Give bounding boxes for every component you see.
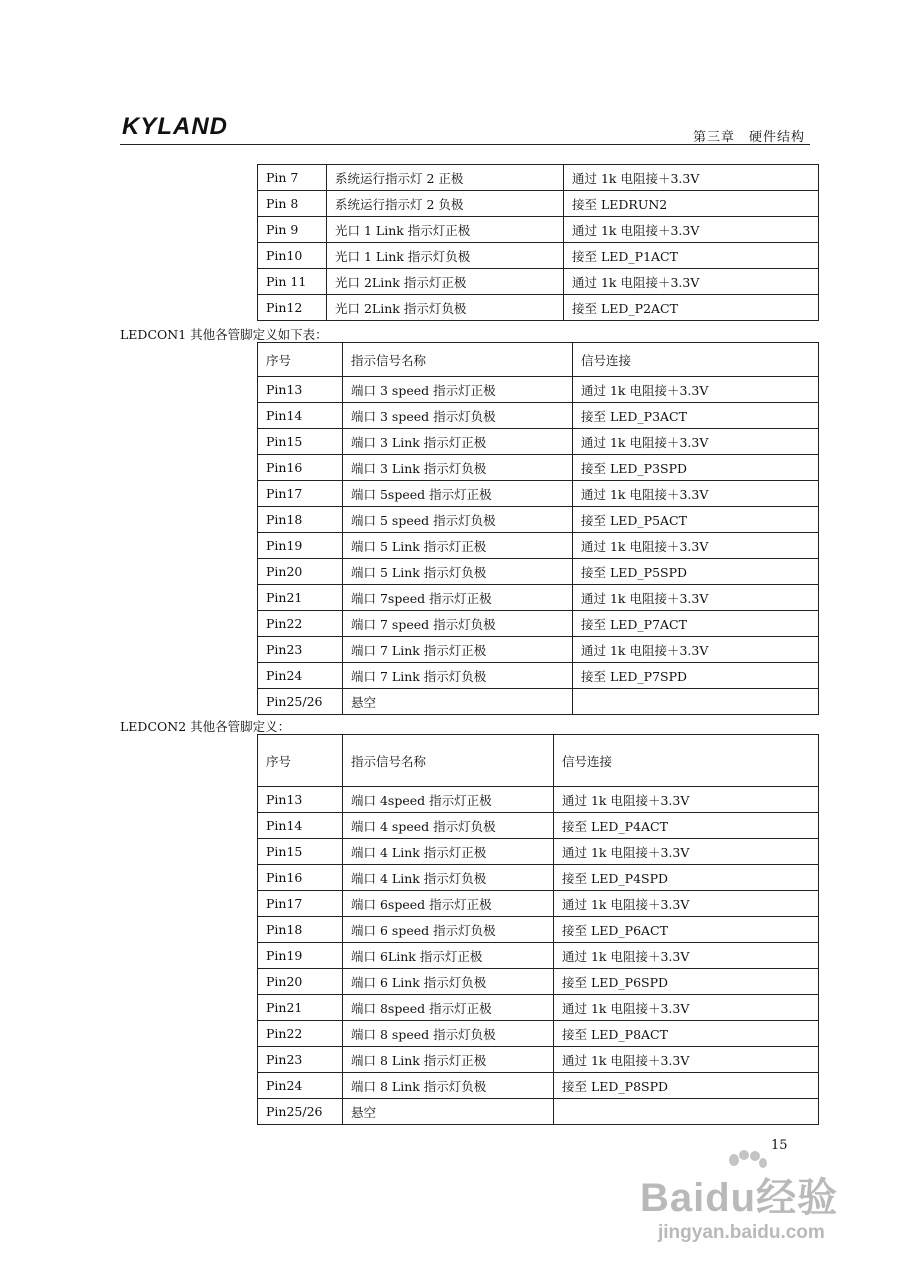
table-cell: 端口 5 Link 指示灯正极 bbox=[343, 533, 573, 559]
table-cell: 通过 1k 电阻接＋3.3V bbox=[554, 787, 819, 813]
table-cell: Pin19 bbox=[258, 943, 343, 969]
table-row bbox=[258, 533, 819, 559]
chapter-title: 第三章 硬件结构 bbox=[692, 130, 805, 145]
table-cell: 端口 7speed 指示灯正极 bbox=[343, 585, 573, 611]
table-cell: 通过 1k 电阻接＋3.3V bbox=[573, 377, 819, 403]
table-cell: Pin15 bbox=[258, 839, 343, 865]
table-cell: Pin21 bbox=[258, 585, 343, 611]
table-cell: 接至 LED_P6ACT bbox=[554, 917, 819, 943]
table-row bbox=[258, 663, 819, 689]
table-cell: Pin20 bbox=[258, 969, 343, 995]
table-cell: Pin17 bbox=[258, 481, 343, 507]
table-cell: 端口 3 speed 指示灯正极 bbox=[343, 377, 573, 403]
table-cell: Pin16 bbox=[258, 455, 343, 481]
table-cell: 端口 4 speed 指示灯负极 bbox=[343, 813, 554, 839]
table-cell: 光口 1 Link 指示灯正极 bbox=[327, 217, 564, 243]
table-cell bbox=[573, 689, 819, 715]
column-header: 序号 bbox=[258, 343, 343, 377]
table-cell: 通过 1k 电阻接＋3.3V bbox=[564, 165, 819, 191]
baidu-watermark bbox=[640, 1150, 855, 1250]
kyland-logo: KYLAND bbox=[122, 113, 228, 140]
table-cell: Pin16 bbox=[258, 865, 343, 891]
table-row bbox=[258, 891, 819, 917]
table-row bbox=[258, 191, 819, 217]
table-cell: Pin23 bbox=[258, 1047, 343, 1073]
table-cell: 端口 5speed 指示灯正极 bbox=[343, 481, 573, 507]
table-row bbox=[258, 403, 819, 429]
table-cell: 端口 8speed 指示灯正极 bbox=[343, 995, 554, 1021]
table-cell: 通过 1k 电阻接＋3.3V bbox=[573, 533, 819, 559]
table-cell: Pin22 bbox=[258, 611, 343, 637]
table-row bbox=[258, 839, 819, 865]
column-header: 指示信号名称 bbox=[343, 735, 554, 787]
table-row bbox=[258, 429, 819, 455]
table-cell: 接至 LED_P5SPD bbox=[573, 559, 819, 585]
table-row bbox=[258, 559, 819, 585]
table-cell: 接至 LED_P7ACT bbox=[573, 611, 819, 637]
table-row bbox=[258, 481, 819, 507]
header-row bbox=[258, 343, 819, 377]
table-cell: Pin18 bbox=[258, 507, 343, 533]
table-row bbox=[258, 995, 819, 1021]
table-cell: Pin24 bbox=[258, 1073, 343, 1099]
table-cell: 通过 1k 电阻接＋3.3V bbox=[573, 481, 819, 507]
table-cell bbox=[554, 1099, 819, 1125]
table-cell: 端口 3 Link 指示灯负极 bbox=[343, 455, 573, 481]
pin-table-continued bbox=[257, 164, 819, 321]
table-cell: 接至 LED_P2ACT bbox=[564, 295, 819, 321]
table-row bbox=[258, 455, 819, 481]
watermark-url: jingyan.baidu.com bbox=[658, 1222, 825, 1243]
table-cell: 接至 LED_P4ACT bbox=[554, 813, 819, 839]
table-row bbox=[258, 637, 819, 663]
ledcon1-pin-table bbox=[257, 342, 819, 715]
table-cell: 端口 4 Link 指示灯正极 bbox=[343, 839, 554, 865]
table-row bbox=[258, 689, 819, 715]
table-cell: 端口 6 Link 指示灯负极 bbox=[343, 969, 554, 995]
table-cell: Pin25/26 bbox=[258, 689, 343, 715]
table-cell: Pin18 bbox=[258, 917, 343, 943]
table-row bbox=[258, 969, 819, 995]
table-cell: 光口 1 Link 指示灯负极 bbox=[327, 243, 564, 269]
table-row bbox=[258, 917, 819, 943]
column-header: 信号连接 bbox=[573, 343, 819, 377]
table-cell: 接至 LED_P3ACT bbox=[573, 403, 819, 429]
table-cell: 接至 LED_P8ACT bbox=[554, 1021, 819, 1047]
table-row bbox=[258, 611, 819, 637]
table-cell: 通过 1k 电阻接＋3.3V bbox=[573, 637, 819, 663]
column-header: 信号连接 bbox=[554, 735, 819, 787]
header-row bbox=[258, 735, 819, 787]
table-cell: 端口 6speed 指示灯正极 bbox=[343, 891, 554, 917]
table-cell: 端口 5 speed 指示灯负极 bbox=[343, 507, 573, 533]
table-cell: 系统运行指示灯 2 正极 bbox=[327, 165, 564, 191]
table-cell: 通过 1k 电阻接＋3.3V bbox=[554, 1047, 819, 1073]
table-row bbox=[258, 1073, 819, 1099]
table-cell: Pin10 bbox=[258, 243, 327, 269]
table-row bbox=[258, 1099, 819, 1125]
table-row bbox=[258, 295, 819, 321]
table-row bbox=[258, 243, 819, 269]
table-cell: Pin22 bbox=[258, 1021, 343, 1047]
table-row bbox=[258, 585, 819, 611]
table-cell: 光口 2Link 指示灯正极 bbox=[327, 269, 564, 295]
table-row bbox=[258, 1047, 819, 1073]
watermark-logo: Baidu经验 bbox=[640, 1176, 839, 1220]
table-cell: 端口 8 Link 指示灯正极 bbox=[343, 1047, 554, 1073]
table-cell: 通过 1k 电阻接＋3.3V bbox=[573, 429, 819, 455]
table-row bbox=[258, 943, 819, 969]
table-cell: 端口 6Link 指示灯正极 bbox=[343, 943, 554, 969]
table-cell: 接至 LED_P6SPD bbox=[554, 969, 819, 995]
table-cell: 端口 7 Link 指示灯正极 bbox=[343, 637, 573, 663]
table-cell: 端口 6 speed 指示灯负极 bbox=[343, 917, 554, 943]
column-header: 序号 bbox=[258, 735, 343, 787]
table-cell: Pin14 bbox=[258, 813, 343, 839]
table-cell: Pin 9 bbox=[258, 217, 327, 243]
table-cell: 接至 LED_P4SPD bbox=[554, 865, 819, 891]
table-cell: 端口 4speed 指示灯正极 bbox=[343, 787, 554, 813]
table-cell: Pin17 bbox=[258, 891, 343, 917]
table-row bbox=[258, 865, 819, 891]
table-cell: 端口 7 Link 指示灯负极 bbox=[343, 663, 573, 689]
table-cell: 通过 1k 电阻接＋3.3V bbox=[554, 995, 819, 1021]
header-divider bbox=[120, 144, 810, 145]
table-cell: 通过 1k 电阻接＋3.3V bbox=[564, 217, 819, 243]
table-cell: 悬空 bbox=[343, 689, 573, 715]
table-cell: 接至 LED_P3SPD bbox=[573, 455, 819, 481]
table-cell: Pin13 bbox=[258, 787, 343, 813]
table-row bbox=[258, 269, 819, 295]
table-cell: Pin20 bbox=[258, 559, 343, 585]
table-cell: 接至 LED_P8SPD bbox=[554, 1073, 819, 1099]
table-body bbox=[258, 735, 819, 1125]
table-cell: 通过 1k 电阻接＋3.3V bbox=[554, 943, 819, 969]
table-cell: 通过 1k 电阻接＋3.3V bbox=[554, 891, 819, 917]
table-cell: 接至 LED_P1ACT bbox=[564, 243, 819, 269]
table-cell: 系统运行指示灯 2 负极 bbox=[327, 191, 564, 217]
table-cell: Pin 11 bbox=[258, 269, 327, 295]
table-cell: 端口 8 Link 指示灯负极 bbox=[343, 1073, 554, 1099]
ledcon2-caption: LEDCON2 其他各管脚定义： bbox=[120, 719, 291, 734]
table-cell: 通过 1k 电阻接＋3.3V bbox=[564, 269, 819, 295]
table-cell: Pin24 bbox=[258, 663, 343, 689]
table-cell: 接至 LEDRUN2 bbox=[564, 191, 819, 217]
table-row bbox=[258, 813, 819, 839]
table-cell: 接至 LED_P7SPD bbox=[573, 663, 819, 689]
table-body bbox=[258, 165, 819, 321]
table-cell: 悬空 bbox=[343, 1099, 554, 1125]
column-header: 指示信号名称 bbox=[343, 343, 573, 377]
table-cell: Pin21 bbox=[258, 995, 343, 1021]
table-body bbox=[258, 343, 819, 715]
table-cell: Pin 8 bbox=[258, 191, 327, 217]
table-cell: 光口 2Link 指示灯负极 bbox=[327, 295, 564, 321]
table-cell: 通过 1k 电阻接＋3.3V bbox=[573, 585, 819, 611]
table-cell: 端口 4 Link 指示灯负极 bbox=[343, 865, 554, 891]
table-cell: Pin15 bbox=[258, 429, 343, 455]
table-row bbox=[258, 787, 819, 813]
table-cell: Pin25/26 bbox=[258, 1099, 343, 1125]
table-cell: 端口 5 Link 指示灯负极 bbox=[343, 559, 573, 585]
table-cell: Pin14 bbox=[258, 403, 343, 429]
table-cell: 端口 7 speed 指示灯负极 bbox=[343, 611, 573, 637]
table-cell: 端口 3 speed 指示灯负极 bbox=[343, 403, 573, 429]
table-row bbox=[258, 217, 819, 243]
table-cell: 通过 1k 电阻接＋3.3V bbox=[554, 839, 819, 865]
ledcon1-caption: LEDCON1 其他各管脚定义如下表： bbox=[120, 327, 328, 342]
page-number: 15 bbox=[771, 1138, 788, 1153]
table-row bbox=[258, 1021, 819, 1047]
table-cell: 端口 3 Link 指示灯正极 bbox=[343, 429, 573, 455]
table-cell: Pin 7 bbox=[258, 165, 327, 191]
table-row bbox=[258, 377, 819, 403]
table-cell: 接至 LED_P5ACT bbox=[573, 507, 819, 533]
table-cell: Pin19 bbox=[258, 533, 343, 559]
ledcon2-pin-table bbox=[257, 734, 819, 1125]
table-cell: Pin13 bbox=[258, 377, 343, 403]
table-row bbox=[258, 165, 819, 191]
table-cell: Pin23 bbox=[258, 637, 343, 663]
table-row bbox=[258, 507, 819, 533]
table-cell: Pin12 bbox=[258, 295, 327, 321]
table-cell: 端口 8 speed 指示灯负极 bbox=[343, 1021, 554, 1047]
